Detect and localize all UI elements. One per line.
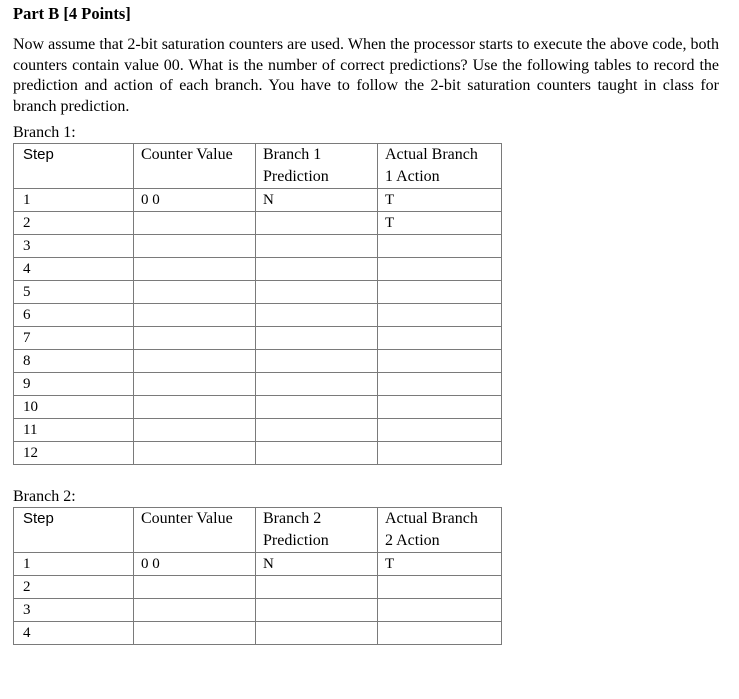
- header-action-line2: 2 Action: [385, 532, 440, 549]
- header-step: [14, 508, 134, 553]
- branch2-header-row: [14, 508, 502, 553]
- action-cell[interactable]: T: [378, 212, 502, 235]
- step-cell[interactable]: 3: [14, 235, 134, 258]
- prediction-cell[interactable]: [256, 258, 378, 281]
- header-action-line2: 1 Action: [385, 168, 440, 185]
- table-row: [14, 622, 502, 645]
- prediction-cell[interactable]: [256, 327, 378, 350]
- prediction-cell[interactable]: [256, 419, 378, 442]
- header-counter-value: [134, 508, 256, 553]
- header-counter-value: [134, 144, 256, 189]
- table-row: [14, 258, 502, 281]
- header-counter-label: Counter Value: [141, 146, 233, 163]
- prediction-cell[interactable]: [256, 304, 378, 327]
- action-cell[interactable]: [378, 396, 502, 419]
- table-row: [14, 576, 502, 599]
- header-action-line1: Actual Branch: [385, 510, 478, 527]
- counter-value-cell[interactable]: [134, 350, 256, 373]
- prediction-cell[interactable]: [256, 396, 378, 419]
- table-row: [14, 599, 502, 622]
- action-cell[interactable]: [378, 599, 502, 622]
- counter-value-cell[interactable]: [134, 576, 256, 599]
- counter-value-cell[interactable]: [134, 442, 256, 465]
- header-step: [14, 144, 134, 189]
- action-cell[interactable]: [378, 258, 502, 281]
- prediction-cell[interactable]: [256, 442, 378, 465]
- action-cell[interactable]: [378, 373, 502, 396]
- step-cell[interactable]: 1: [14, 189, 134, 212]
- table-row: [14, 281, 502, 304]
- step-cell[interactable]: 2: [14, 212, 134, 235]
- prediction-cell[interactable]: [256, 212, 378, 235]
- action-cell[interactable]: [378, 419, 502, 442]
- step-cell[interactable]: 2: [14, 576, 134, 599]
- action-cell[interactable]: [378, 235, 502, 258]
- step-cell[interactable]: 6: [14, 304, 134, 327]
- prediction-cell[interactable]: [256, 622, 378, 645]
- table-row: [14, 396, 502, 419]
- header-counter-label: Counter Value: [141, 510, 233, 527]
- prediction-cell[interactable]: [256, 373, 378, 396]
- action-cell[interactable]: [378, 576, 502, 599]
- counter-value-cell[interactable]: [134, 327, 256, 350]
- counter-value-cell[interactable]: [134, 419, 256, 442]
- action-cell[interactable]: [378, 350, 502, 373]
- step-cell[interactable]: 5: [14, 281, 134, 304]
- counter-value-cell[interactable]: [134, 622, 256, 645]
- header-action-line1: Actual Branch: [385, 146, 478, 163]
- table-row: [14, 419, 502, 442]
- step-cell[interactable]: 1: [14, 553, 134, 576]
- prediction-cell[interactable]: N: [256, 553, 378, 576]
- step-cell[interactable]: 7: [14, 327, 134, 350]
- counter-value-cell[interactable]: [134, 258, 256, 281]
- table-row: [14, 189, 502, 212]
- table-row: [14, 350, 502, 373]
- table-row: [14, 304, 502, 327]
- header-prediction-line1: Branch 2: [263, 510, 322, 527]
- step-cell[interactable]: 3: [14, 599, 134, 622]
- header-prediction-line1: Branch 1: [263, 146, 322, 163]
- document-page: [13, 4, 725, 645]
- question-paragraph: Now assume that 2-bit saturation counters are used. When the processor starts to execute the above code, both counters contain value 00. What is the number of correct predictions? Use the following tables to record the prediction and action of each branch. You have to follow the 2-bit saturation counters taught in class for branch prediction.: [13, 36, 719, 115]
- table-row: [14, 553, 502, 576]
- header-prediction: [256, 508, 378, 553]
- action-cell[interactable]: [378, 622, 502, 645]
- header-action: [378, 508, 502, 553]
- table-row: [14, 212, 502, 235]
- action-cell[interactable]: T: [378, 189, 502, 212]
- prediction-cell[interactable]: [256, 599, 378, 622]
- header-step-label: Step: [23, 146, 54, 163]
- table-row: [14, 373, 502, 396]
- prediction-cell[interactable]: [256, 235, 378, 258]
- branch2-table: [13, 507, 502, 645]
- counter-value-cell[interactable]: [134, 599, 256, 622]
- counter-value-cell[interactable]: [134, 304, 256, 327]
- header-prediction: [256, 144, 378, 189]
- table-row: [14, 235, 502, 258]
- counter-value-cell[interactable]: 0 0: [134, 189, 256, 212]
- header-step-label: Step: [23, 510, 54, 527]
- table-row: [14, 327, 502, 350]
- branch2-label: Branch 2:: [13, 488, 76, 505]
- action-cell[interactable]: [378, 327, 502, 350]
- counter-value-cell[interactable]: [134, 212, 256, 235]
- step-cell[interactable]: 11: [14, 419, 134, 442]
- step-cell[interactable]: 9: [14, 373, 134, 396]
- step-cell[interactable]: 10: [14, 396, 134, 419]
- prediction-cell[interactable]: [256, 576, 378, 599]
- action-cell[interactable]: [378, 442, 502, 465]
- part-heading: Part B [4 Points]: [13, 4, 131, 23]
- action-cell[interactable]: [378, 281, 502, 304]
- step-cell[interactable]: 12: [14, 442, 134, 465]
- branch1-table: [13, 143, 502, 465]
- branch1-header-row: [14, 144, 502, 189]
- step-cell[interactable]: 4: [14, 258, 134, 281]
- branch1-label: Branch 1:: [13, 124, 76, 141]
- counter-value-cell[interactable]: [134, 396, 256, 419]
- step-cell[interactable]: 4: [14, 622, 134, 645]
- table-row: [14, 442, 502, 465]
- counter-value-cell[interactable]: [134, 235, 256, 258]
- action-cell[interactable]: [378, 304, 502, 327]
- header-action: [378, 144, 502, 189]
- counter-value-cell[interactable]: [134, 373, 256, 396]
- prediction-cell[interactable]: N: [256, 189, 378, 212]
- prediction-cell[interactable]: [256, 281, 378, 304]
- header-prediction-line2: Prediction: [263, 532, 329, 549]
- action-cell[interactable]: T: [378, 553, 502, 576]
- counter-value-cell[interactable]: [134, 281, 256, 304]
- header-prediction-line2: Prediction: [263, 168, 329, 185]
- counter-value-cell[interactable]: 0 0: [134, 553, 256, 576]
- prediction-cell[interactable]: [256, 350, 378, 373]
- step-cell[interactable]: 8: [14, 350, 134, 373]
